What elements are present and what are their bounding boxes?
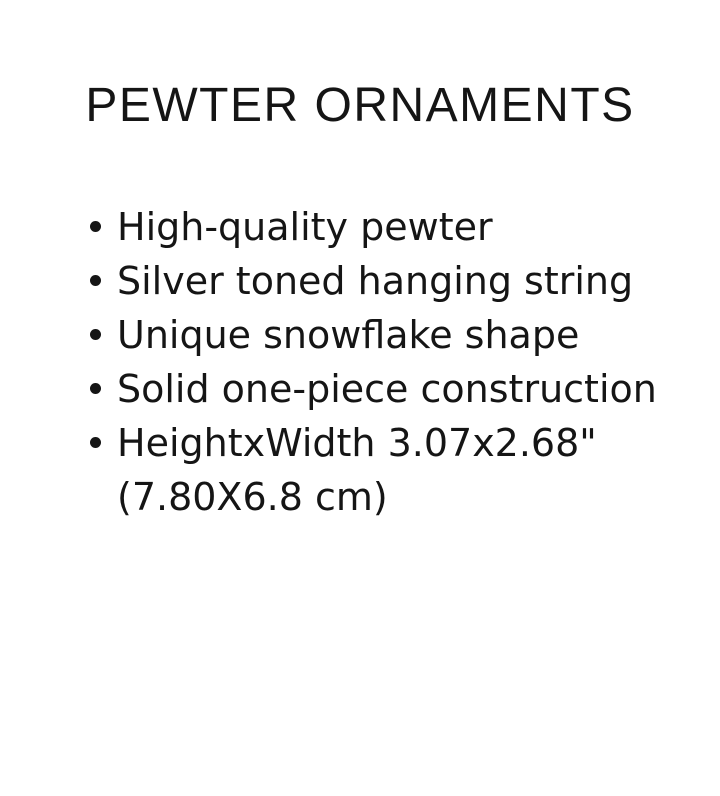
list-item xyxy=(117,200,720,254)
bullet-icon xyxy=(90,221,101,232)
list-item xyxy=(117,362,720,416)
list-item xyxy=(117,308,720,362)
list-item xyxy=(117,254,720,308)
bullet-icon xyxy=(90,437,101,448)
page-title: PEWTER ORNAMENTS xyxy=(85,79,635,132)
feature-text-dimensions-cm: (7.80X6.8 cm) xyxy=(117,475,388,519)
list-item-dimensions xyxy=(117,416,720,524)
bullet-icon xyxy=(90,329,101,340)
bullet-icon xyxy=(90,275,101,286)
product-description-card xyxy=(0,76,720,796)
feature-list xyxy=(0,200,720,524)
feature-text: Solid one-piece construction xyxy=(117,367,657,411)
feature-text: Silver toned hanging string xyxy=(117,259,634,303)
bullet-icon xyxy=(90,383,101,394)
feature-text: High-quality pewter xyxy=(117,205,493,249)
feature-text-dimensions-inches: HeightxWidth 3.07x2.68" xyxy=(117,421,597,465)
feature-text: Unique snowflake shape xyxy=(117,313,580,357)
